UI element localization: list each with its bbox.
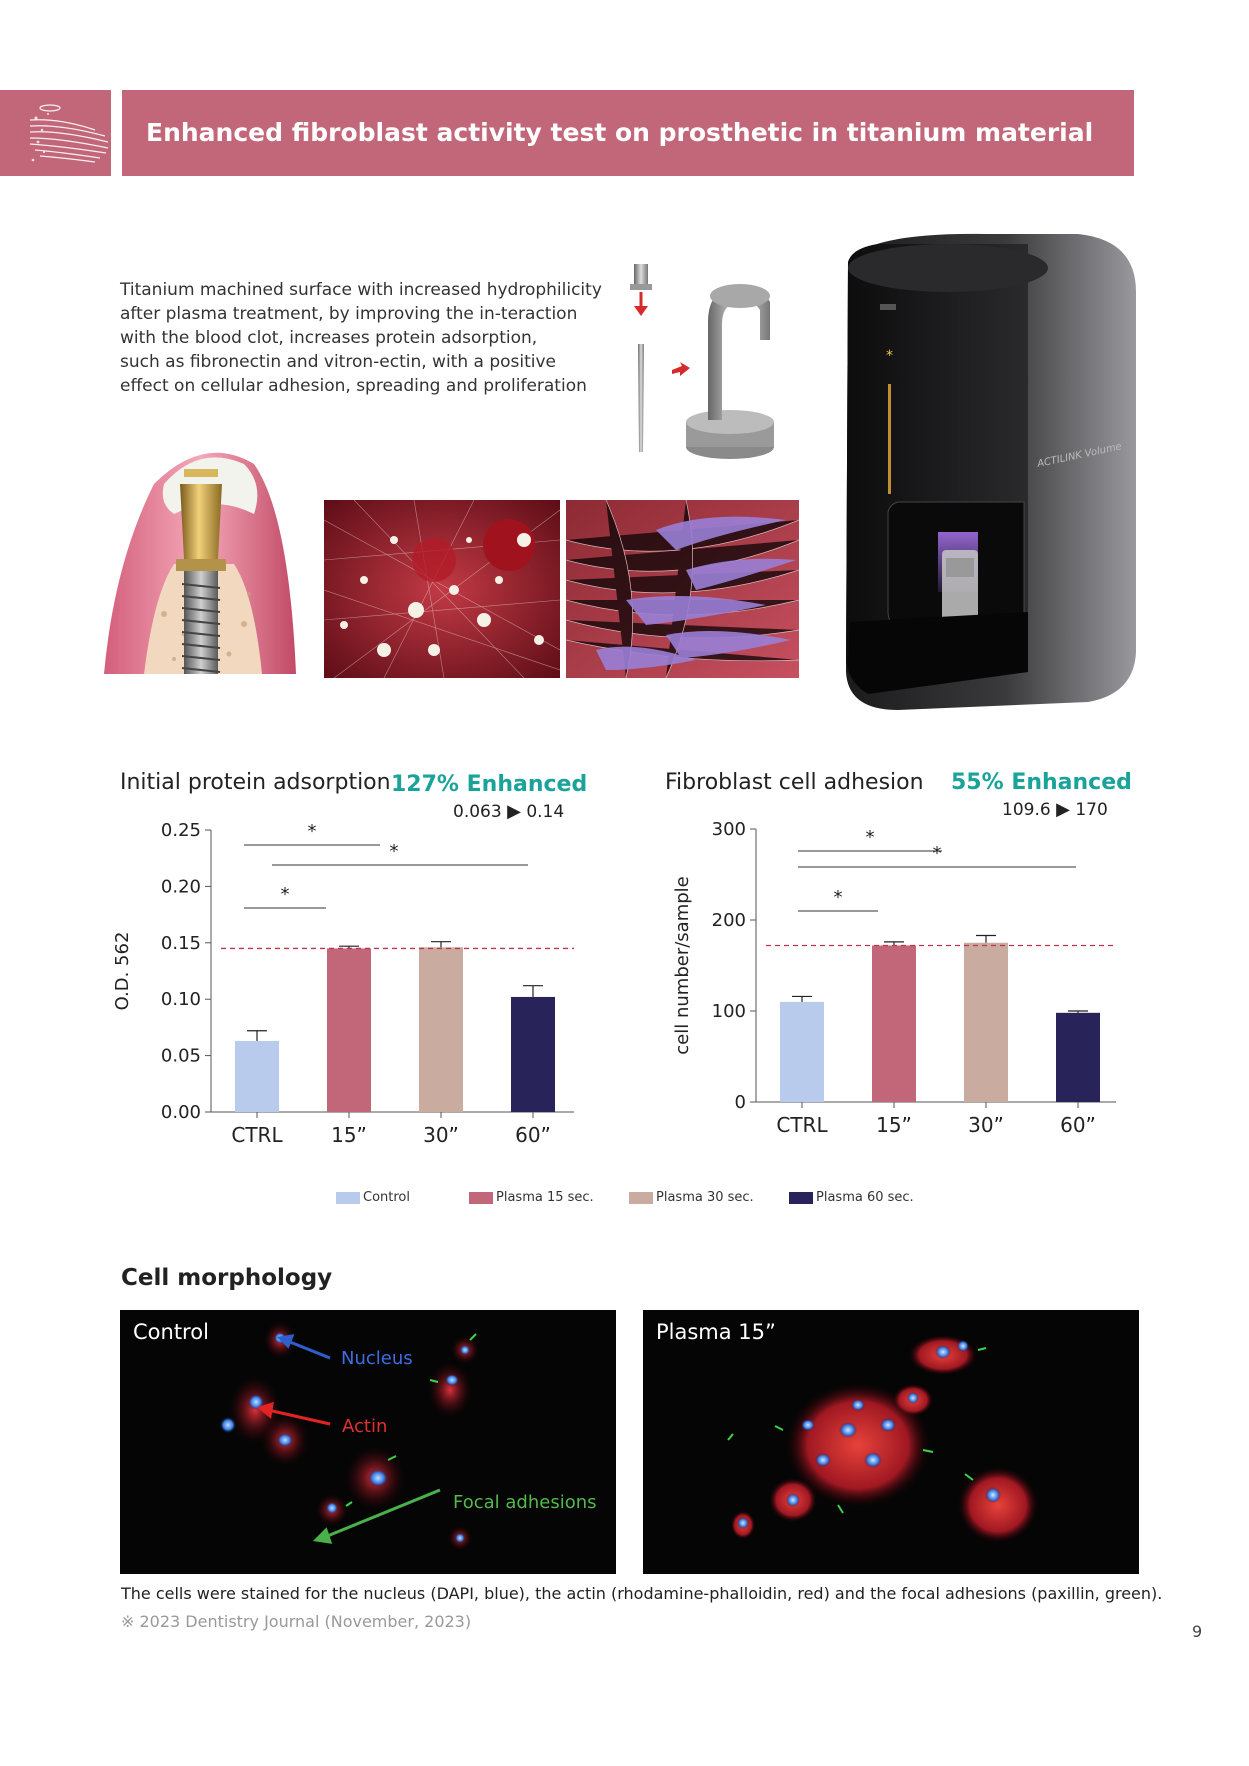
x-tick-label: 60” — [515, 1123, 551, 1147]
x-tick-label: 30” — [423, 1123, 459, 1147]
chart2-title: Fibroblast cell adhesion — [665, 770, 924, 795]
bar — [235, 1041, 279, 1112]
y-axis-label: O.D. 562 — [112, 931, 133, 1011]
y-tick-label: 200 — [711, 910, 746, 931]
arrow-down-icon — [634, 306, 648, 316]
plasma-panel-label: Plasma 15” — [656, 1320, 776, 1344]
y-axis-label: cell number/sample — [672, 876, 693, 1055]
intro-line: Titanium machined surface with increased hydrophilicity — [120, 280, 602, 300]
y-tick-label: 0.10 — [160, 989, 201, 1011]
legend-swatch — [336, 1192, 360, 1204]
significance-star: * — [833, 887, 843, 908]
chart-protein-adsorption — [108, 812, 588, 1157]
micrograph-caption: The cells were stained for the nucleus (DAPI, blue), the actin (rhodamine-phalloidin, red) and the focal adhesions (paxillin, green). — [121, 1584, 1163, 1603]
chart1-title: Initial protein adsorption — [120, 770, 391, 795]
bar — [1056, 1013, 1100, 1102]
legend-label: Control — [363, 1190, 410, 1205]
intro-line: such as fibronectin and vitron-ectin, with a positive — [120, 352, 557, 372]
intro-text — [120, 278, 610, 398]
bar — [327, 948, 371, 1112]
focal-adhesions-label: Focal adhesions — [453, 1492, 597, 1513]
bar — [780, 1002, 824, 1102]
x-tick-label: 30” — [968, 1113, 1004, 1137]
plasma-wave-icon — [0, 90, 111, 176]
header-bar — [122, 90, 1134, 176]
x-tick-label: 60” — [1060, 1113, 1096, 1137]
y-tick-label: 0.15 — [160, 932, 201, 954]
abutment-holder-illustration — [620, 262, 790, 467]
x-tick-label: CTRL — [231, 1123, 283, 1147]
legend-label: Plasma 15 sec. — [496, 1190, 594, 1205]
y-tick-label: 0.20 — [160, 876, 201, 898]
y-tick-label: 0.25 — [160, 820, 201, 841]
chart2-change-from: 109.6 — [1002, 800, 1051, 820]
reference-note: ※ 2023 Dentistry Journal (November, 2023) — [121, 1612, 472, 1631]
legend-item-control — [336, 1190, 410, 1205]
y-tick-label: 100 — [711, 1001, 746, 1022]
intro-line: with the blood clot, increases protein adsorption, — [120, 328, 538, 348]
y-tick-label: 0.05 — [160, 1045, 201, 1067]
chart-fibroblast-adhesion — [656, 812, 1126, 1157]
legend-swatch — [629, 1192, 653, 1204]
legend-item-plasma60 — [789, 1190, 914, 1205]
blood-clot-illustration — [324, 500, 560, 678]
significance-star: * — [389, 841, 399, 862]
legend-label: Plasma 30 sec. — [656, 1190, 754, 1205]
plasma-device-illustration — [838, 232, 1136, 712]
play-arrow-icon: ▶ — [1056, 799, 1070, 820]
legend-item-plasma30 — [629, 1190, 754, 1205]
nucleus-label: Nucleus — [341, 1348, 413, 1369]
fibroblast-illustration — [566, 500, 799, 678]
significance-star: * — [307, 821, 317, 842]
chart1-change-to: 0.14 — [526, 802, 565, 822]
significance-star: * — [865, 827, 875, 848]
bar — [419, 947, 463, 1112]
legend-item-plasma15 — [469, 1190, 594, 1205]
control-panel-label: Control — [133, 1320, 209, 1344]
x-tick-label: CTRL — [776, 1113, 828, 1137]
legend-swatch — [789, 1192, 813, 1204]
header-logo-block — [0, 90, 111, 176]
page-title: Enhanced fibroblast activity test on prosthetic in titanium material — [146, 118, 1094, 147]
y-tick-label: 300 — [711, 819, 746, 840]
implant-illustration — [104, 424, 296, 674]
cell-morphology-title: Cell morphology — [121, 1265, 333, 1291]
chart1-change-from: 0.063 — [453, 802, 502, 822]
chart1-enhanced-badge: 127% Enhanced — [391, 772, 588, 797]
intro-line: after plasma treatment, by improving the in-teraction — [120, 304, 578, 324]
significance-star: * — [280, 884, 290, 905]
intro-line: effect on cellular adhesion, spreading and proliferation — [120, 376, 587, 396]
arrow-right-icon — [672, 362, 690, 376]
y-tick-label: 0.00 — [160, 1102, 201, 1123]
legend-swatch — [469, 1192, 493, 1204]
device-brand-label: ACTILINK Volume — [1036, 441, 1123, 470]
micrograph-control — [120, 1310, 616, 1574]
legend-label: Plasma 60 sec. — [816, 1190, 914, 1205]
svg-text:*: * — [886, 348, 893, 364]
page-number: 9 — [1192, 1622, 1203, 1641]
x-tick-label: 15” — [331, 1123, 367, 1147]
x-tick-label: 15” — [876, 1113, 912, 1137]
significance-star: * — [932, 843, 942, 864]
bar — [964, 943, 1008, 1102]
bar — [511, 997, 555, 1112]
chart2-change-to: 170 — [1075, 800, 1108, 820]
y-tick-label: 0 — [734, 1092, 746, 1113]
chart2-enhanced-badge: 55% Enhanced — [951, 770, 1132, 795]
bar — [872, 945, 916, 1102]
actin-label: Actin — [342, 1416, 388, 1437]
micrograph-plasma — [643, 1310, 1139, 1574]
play-arrow-icon: ▶ — [507, 801, 521, 822]
